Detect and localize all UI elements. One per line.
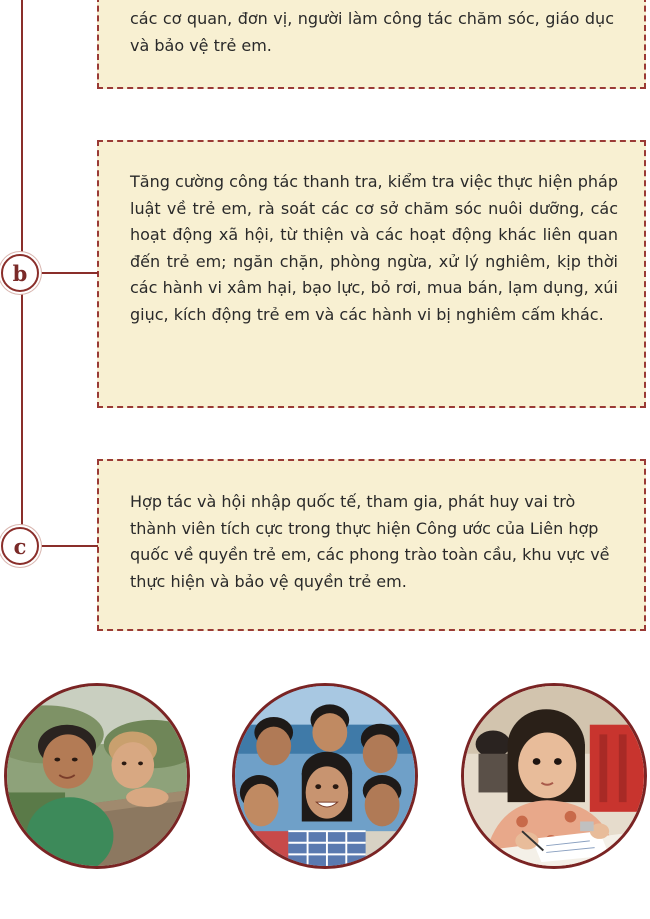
photo-group-children-image (235, 686, 415, 866)
step-a-box (97, 0, 646, 89)
step-b-text: Tăng cường công tác thanh tra, kiểm tra việc thực hiện pháp luật về trẻ em, rà soát các cơ sở chăm sóc nuôi dưỡng, các hoạt động xã hội, từ thiện và các hoạt động khác liên quan đến trẻ em; ngăn chặn, phòng ngừa, xử lý nghiêm, kịp thời các hành vi xâm hại, bạo lực, bỏ rơi, mua bán, lạm dụng, xúi giục, kích động trẻ em và các hành vi bị nghiêm cấm khác. (130, 172, 618, 324)
step-a-text: các cơ quan, đơn vị, người làm công tác chăm sóc, giáo dục và bảo vệ trẻ em. (130, 9, 614, 55)
photo-children-outdoors (4, 683, 190, 869)
step-b-connector (40, 272, 98, 274)
step-b-marker: b (1, 254, 39, 292)
step-b-box (97, 140, 646, 408)
photo-girl-writing-image (464, 686, 644, 866)
photo-group-children (232, 683, 418, 869)
photo-girl-writing (461, 683, 647, 869)
step-c-text: Hợp tác và hội nhập quốc tế, tham gia, phát huy vai trò thành viên tích cực trong thực hiện Công ước của Liên hợp quốc về quyền trẻ em, các phong trào toàn cầu, khu vực về thực hiện và bảo vệ quyền trẻ em. (130, 492, 610, 591)
step-c-marker: c (1, 527, 39, 565)
photo-children-outdoors-image (7, 686, 187, 866)
step-c-box (97, 459, 646, 631)
step-c-connector (40, 545, 98, 547)
